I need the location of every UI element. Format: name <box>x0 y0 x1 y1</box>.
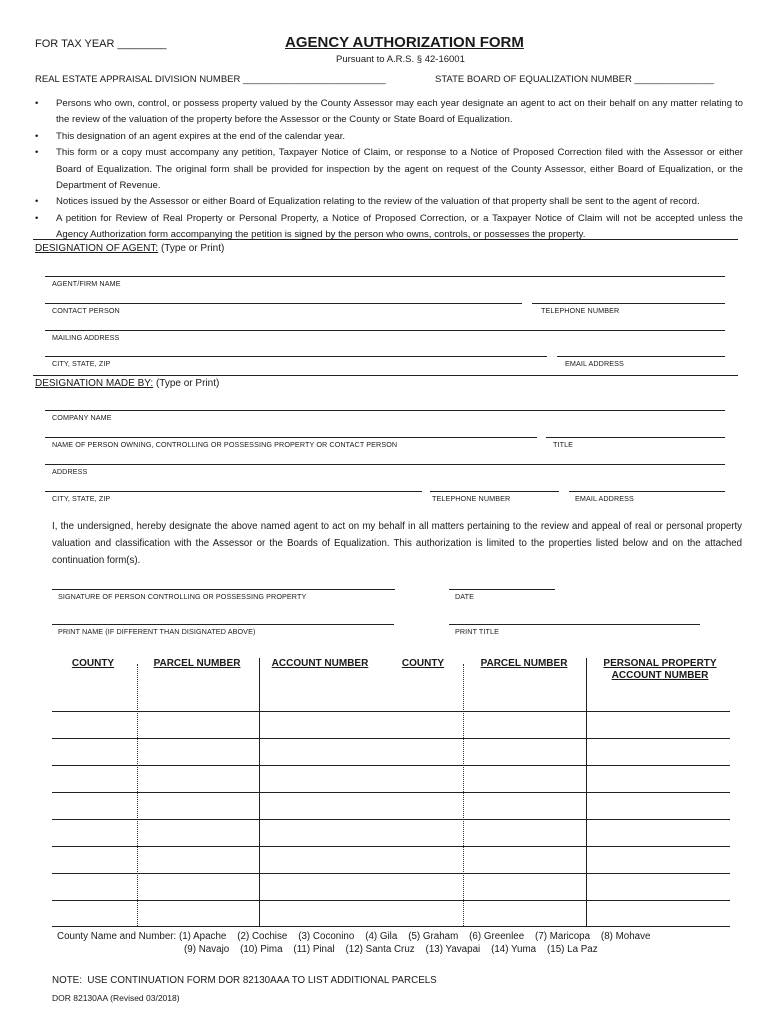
signature-label: SIGNATURE OF PERSON CONTROLLING OR POSSESSING PROPERTY <box>58 592 307 601</box>
column-divider <box>137 664 138 926</box>
county-legend-line-1: County Name and Number: (1) Apache (2) Cochise (3) Coconino (4) Gila (5) Graham (6) Greenlee (7) Maricopa (8) Mohave <box>57 931 651 942</box>
made-by-section-heading: DESIGNATION MADE BY: (Type or Print) <box>35 378 220 389</box>
instructions-list <box>35 96 743 244</box>
print-title-label: PRINT TITLE <box>455 627 499 636</box>
form-id: DOR 82130AA (Revised 03/2018) <box>52 993 180 1003</box>
agent-contact-person-field[interactable] <box>45 303 522 304</box>
real-estate-number-label: REAL ESTATE APPRAISAL DIVISION NUMBER ___________________________ <box>35 74 386 85</box>
agent-firm-name-field[interactable] <box>45 276 725 277</box>
signature-field[interactable] <box>52 589 395 590</box>
table-row[interactable] <box>52 900 730 901</box>
owner-title-label: TITLE <box>553 440 574 449</box>
table-row[interactable] <box>52 738 730 739</box>
instruction-item: • A petition for Review of Real Property or Personal Property, a Notice of Proposed Correction, or a Taxpayer Notice of Claim will not be accepted unless the Agency Authorization form accompanying the petition is signed by the person who owns, controls, or possesses the property. <box>35 212 743 241</box>
col-header-county: COUNTY <box>71 658 115 669</box>
sboe-number-label: STATE BOARD OF EQUALIZATION NUMBER _______________ <box>435 74 714 85</box>
table-row[interactable] <box>52 711 730 712</box>
col-header-county-2: COUNTY <box>401 658 445 669</box>
section-divider <box>33 375 738 376</box>
company-name-label: COMPANY NAME <box>52 413 112 422</box>
form-title: AGENCY AUTHORIZATION FORM <box>285 34 524 51</box>
company-name-field[interactable] <box>45 410 725 411</box>
date-label: DATE <box>455 592 475 601</box>
owner-address-label: ADDRESS <box>52 467 88 476</box>
form-subtitle: Pursuant to A.R.S. § 42-16001 <box>336 54 465 65</box>
print-name-field[interactable] <box>52 624 394 625</box>
instruction-item: • This form or a copy must accompany any petition, Taxpayer Notice of Claim, or response to a Notice of Proposed Correction filed with the Assessor or either Board of Equalization. The original form shall be provided for inspection by the agent on request of the County Assessor, either Board of Equalization, or the Department of Revenue. <box>35 147 743 192</box>
owner-title-field[interactable] <box>546 437 725 438</box>
col-header-account-number: ACCOUNT NUMBER <box>271 658 369 669</box>
owner-name-field[interactable] <box>45 437 537 438</box>
instruction-item: • Notices issued by the Assessor or either Board of Equalization relating to the review of the valuation of that property shall be sent to the agent of record. <box>35 196 700 208</box>
table-row[interactable] <box>52 846 730 847</box>
owner-telephone-field[interactable] <box>430 491 559 492</box>
print-name-label: PRINT NAME (IF DIFFERENT THAN DISIGNATED ABOVE) <box>58 627 256 636</box>
county-legend-line-2: (9) Navajo (10) Pima (11) Pinal (12) Santa Cruz (13) Yavapai (14) Yuma (15) La Paz <box>184 944 598 955</box>
print-title-field[interactable] <box>449 624 700 625</box>
owner-email-label: EMAIL ADDRESS <box>575 494 634 503</box>
table-row[interactable] <box>52 819 730 820</box>
agent-firm-name-label: AGENT/FIRM NAME <box>52 279 121 288</box>
column-divider <box>463 664 464 926</box>
tax-year-label: FOR TAX YEAR ________ <box>35 38 167 50</box>
agent-telephone-field[interactable] <box>532 303 725 304</box>
instruction-item: • Persons who own, control, or possess property valued by the County Assessor may each year designate an agent to act on their behalf on any matter relating to the review of the valuation of the property before the Assessor or the County or State Board of Equalization. <box>35 98 743 126</box>
table-row[interactable] <box>52 765 730 766</box>
continuation-note: NOTE: USE CONTINUATION FORM DOR 82130AAA TO LIST ADDITIONAL PARCELS <box>52 975 437 986</box>
owner-telephone-label: TELEPHONE NUMBER <box>432 494 511 503</box>
owner-city-state-zip-label: CITY, STATE, ZIP <box>52 494 111 503</box>
table-row[interactable] <box>52 792 730 793</box>
col-header-parcel-number: PARCEL NUMBER <box>153 658 241 669</box>
agent-email-field[interactable] <box>557 356 725 357</box>
instruction-item: • This designation of an agent expires at the end of the calendar year. <box>35 130 346 142</box>
col-header-parcel-number-2: PARCEL NUMBER <box>480 658 568 669</box>
agent-contact-person-label: CONTACT PERSON <box>52 306 120 315</box>
agent-city-state-zip-field[interactable] <box>45 356 547 357</box>
owner-city-state-zip-field[interactable] <box>45 491 422 492</box>
section-divider <box>33 239 738 240</box>
authorization-statement: I, the undersigned, hereby designate the above named agent to act on my behalf in all matters pertaining to the review and appeal of real or personal property valuation and classification with the Assessor or the Boards of Equalization. This authorization is limited to the properties listed below and on the attached continuation form(s). <box>52 521 742 566</box>
agent-city-state-zip-label: CITY, STATE, ZIP <box>52 359 111 368</box>
owner-name-label: NAME OF PERSON OWNING, CONTROLLING OR POSSESSING PROPERTY OR CONTACT PERSON <box>52 440 398 449</box>
owner-email-field[interactable] <box>569 491 725 492</box>
table-row[interactable] <box>52 873 730 874</box>
agent-section-heading: DESIGNATION OF AGENT: (Type or Print) <box>35 243 225 254</box>
agent-email-label: EMAIL ADDRESS <box>565 359 624 368</box>
col-header-personal-property-account: PERSONAL PROPERTY ACCOUNT NUMBER <box>603 658 717 681</box>
table-row[interactable] <box>52 926 730 927</box>
agent-telephone-label: TELEPHONE NUMBER <box>541 306 620 315</box>
date-field[interactable] <box>449 589 555 590</box>
agent-mailing-address-label: MAILING ADDRESS <box>52 333 120 342</box>
agent-mailing-address-field[interactable] <box>45 330 725 331</box>
owner-address-field[interactable] <box>45 464 725 465</box>
